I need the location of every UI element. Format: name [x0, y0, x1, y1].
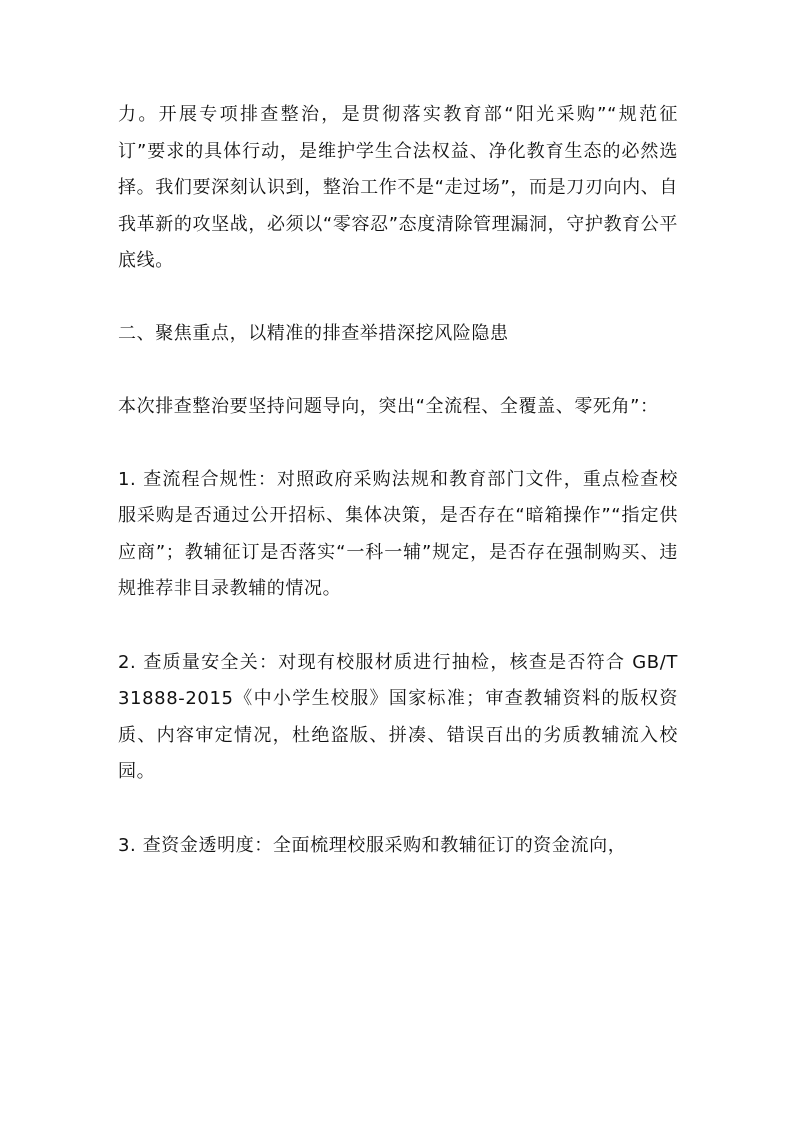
- section-heading: 二、聚焦重点，以精准的排查举措深挖风险隐患: [118, 322, 509, 344]
- list-item-1: 1. 查流程合规性：对照政府采购法规和教育部门文件，重点检查校服采购是否通过公开招标、集体决策，是否存在“暗箱操作”“指定供应商”；教辅征订是否落实“一科一辅”规定，是否存在强制购买、违规推荐非目录教辅的情况。: [118, 468, 678, 599]
- list-item-2: 2. 查质量安全关：对现有校服材质进行抽检，核查是否符合 GB/T 31888-2015《中小学生校服》国家标准；审查教辅资料的版权资质、内容审定情况，杜绝盗版、拼凑、错误百出的劣质教辅流入校园。: [118, 651, 678, 782]
- document-body: [118, 97, 678, 864]
- paragraph-lead: 本次排查整治要坚持问题导向，突出“全流程、全覆盖、零死角”：: [118, 396, 659, 417]
- paragraph-intro: 力。开展专项排查整治，是贯彻落实教育部“阳光采购”“规范征订”要求的具体行动，是维护学生合法权益、净化教育生态的必然选择。我们要深刻认识到，整治工作不是“走过场”，而是刀刃向内、自我革新的攻坚战，必须以“零容忍”态度清除管理漏洞，守护教育公平底线。: [118, 104, 678, 271]
- list-item-3: 3. 查资金透明度：全面梳理校服采购和教辅征订的资金流向，: [118, 834, 627, 856]
